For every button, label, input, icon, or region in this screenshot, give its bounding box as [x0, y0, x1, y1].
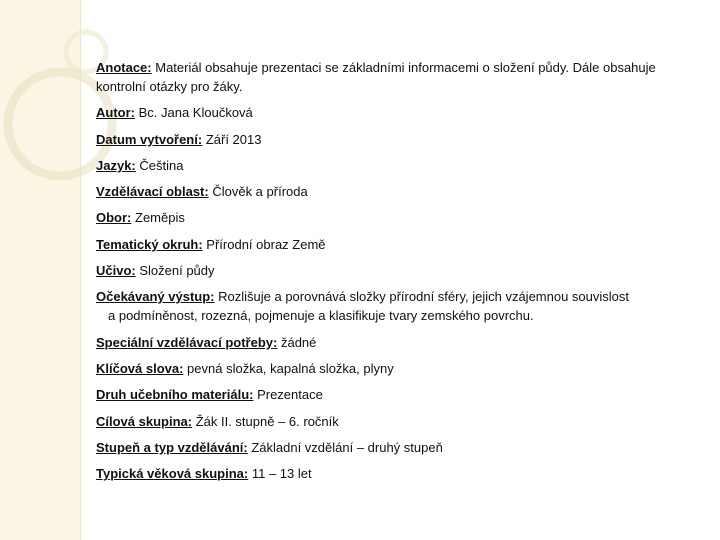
metadata-content [96, 58, 686, 490]
entry-vystup [96, 287, 686, 325]
entry-klicova-slova [96, 359, 686, 378]
entry-value: Přírodní obraz Země [202, 236, 326, 252]
entry-label: Cílová skupina: [96, 413, 193, 429]
entry-label: Datum vytvoření: [96, 131, 203, 147]
entry-value: Září 2013 [202, 131, 262, 147]
entry-label: Vzdělávací oblast: [96, 184, 209, 200]
sidebar-divider [80, 0, 81, 540]
entry-value: žádné [277, 334, 317, 350]
entry-value: Zeměpis [131, 210, 185, 226]
entry-value: pevná složka, kapalná složka, plyny [183, 360, 394, 376]
entry-label: Speciální vzdělávací potřeby: [96, 334, 278, 350]
entry-potreby [96, 333, 686, 352]
entry-value: Bc. Jana Kloučková [135, 105, 253, 121]
entry-label: Typická věková skupina: [96, 466, 249, 482]
entry-label: Učivo: [96, 263, 136, 279]
entry-value: Žák II. stupně – 6. ročník [192, 413, 339, 429]
entry-label: Klíčová slova: [96, 360, 184, 376]
entry-value: Složení půdy [135, 263, 215, 279]
entry-okruh [96, 235, 686, 254]
entry-autor [96, 103, 686, 122]
entry-value-continued: a podmíněnost, rozezná, pojmenuje a klasifikuje tvary zemského povrchu. [108, 308, 534, 324]
entry-label: Anotace: [96, 60, 152, 75]
entry-value: Čeština [135, 157, 184, 173]
entry-label: Obor: [96, 210, 132, 226]
entry-jazyk [96, 156, 686, 175]
entry-label: Jazyk: [96, 157, 136, 173]
decorative-sidebar [0, 0, 80, 540]
entry-value: Rozlišuje a porovnává složky přírodní sféry, jejich vzájemnou souvislost [214, 289, 630, 305]
entry-vekova-skupina [96, 464, 686, 483]
entry-label: Tematický okruh: [96, 236, 203, 252]
entry-value: Základní vzdělání – druhý stupeň [247, 439, 443, 455]
entry-ucivo [96, 261, 686, 280]
entry-oblast [96, 182, 686, 201]
entry-value: Člověk a příroda [208, 184, 308, 200]
entry-stupen [96, 438, 686, 457]
entry-label: Autor: [96, 105, 135, 121]
entry-anotace [96, 58, 686, 96]
entry-value: 11 – 13 let [248, 466, 312, 482]
entry-druh [96, 385, 686, 404]
entry-label: Stupeň a typ vzdělávání: [96, 439, 248, 455]
entry-datum [96, 130, 686, 149]
entry-cilova-skupina [96, 412, 686, 431]
entry-label: Očekávaný výstup: [96, 289, 215, 305]
entry-value: Prezentace [253, 387, 323, 403]
entry-value: Materiál obsahuje prezentaci se základními informacemi o složení půdy. Dále obsahuje kontrolní otázky pro žáky. [96, 60, 656, 94]
entry-obor [96, 208, 686, 227]
entry-label: Druh učebního materiálu: [96, 387, 254, 403]
